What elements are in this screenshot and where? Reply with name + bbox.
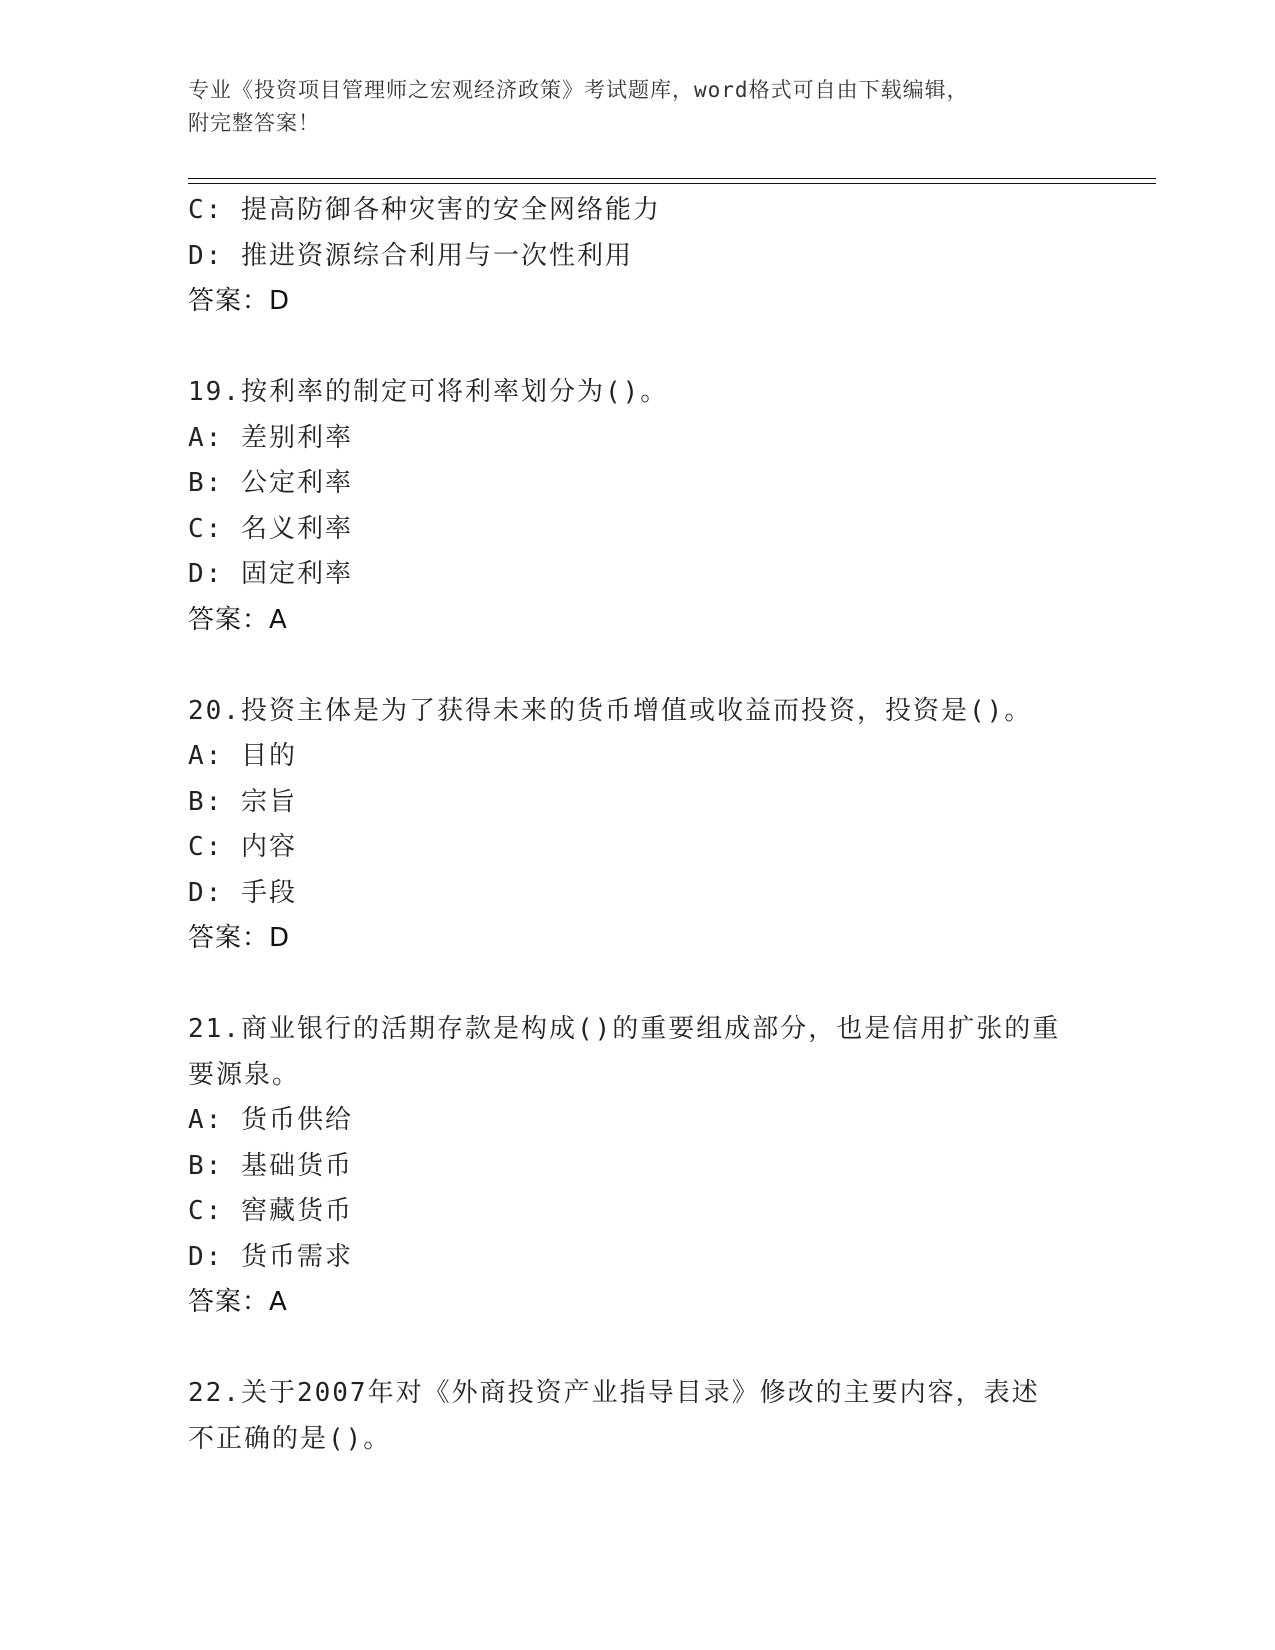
option-a: A: 目的 bbox=[188, 741, 297, 771]
option-b: B: 宗旨 bbox=[188, 786, 297, 817]
option-b: B: 公定利率 bbox=[188, 468, 353, 498]
header-divider-bottom bbox=[188, 183, 1156, 184]
answer: 答案：A bbox=[188, 1287, 288, 1317]
option-c: C: 内容 bbox=[188, 832, 297, 862]
document-header bbox=[188, 74, 1088, 140]
answer: 答案：D bbox=[188, 923, 291, 953]
option-c: C: 提高防御各种灾害的安全网络能力 bbox=[188, 195, 661, 225]
spacer bbox=[188, 643, 1088, 689]
question-stem: 19.按利率的制定可将利率划分为()。 bbox=[188, 377, 669, 407]
header-line-1: 专业《投资项目管理师之宏观经济政策》考试题库，word格式可自由下载编辑， bbox=[188, 78, 969, 102]
question-stem-continued: 要源泉。 bbox=[188, 1059, 301, 1090]
option-d: D: 手段 bbox=[188, 877, 297, 908]
answer: 答案：A bbox=[188, 604, 288, 635]
question-stem: 21.商业银行的活期存款是构成()的重要组成部分，也是信用扩张的重 bbox=[188, 1014, 1061, 1044]
spacer bbox=[188, 1326, 1088, 1372]
option-d: D: 推进资源综合利用与一次性利用 bbox=[188, 240, 633, 271]
question-stem-continued: 不正确的是()。 bbox=[188, 1423, 392, 1454]
spacer bbox=[188, 325, 1088, 371]
question-stem: 20.投资主体是为了获得未来的货币增值或收益而投资，投资是()。 bbox=[188, 695, 1033, 726]
question-list bbox=[188, 188, 1088, 1462]
option-d: D: 固定利率 bbox=[188, 559, 353, 589]
option-d: D: 货币需求 bbox=[188, 1241, 353, 1272]
option-b: B: 基础货币 bbox=[188, 1150, 353, 1181]
option-c: C: 名义利率 bbox=[188, 513, 353, 544]
option-a: A: 货币供给 bbox=[188, 1105, 353, 1135]
header-divider-top bbox=[188, 178, 1156, 179]
spacer bbox=[188, 962, 1088, 1008]
option-a: A: 差别利率 bbox=[188, 422, 353, 453]
option-c: C: 窖藏货币 bbox=[188, 1196, 353, 1226]
header-line-2: 附完整答案！ bbox=[188, 111, 320, 135]
question-stem: 22.关于2007年对《外商投资产业指导目录》修改的主要内容，表述 bbox=[188, 1378, 1040, 1408]
answer: 答案：D bbox=[188, 286, 291, 316]
